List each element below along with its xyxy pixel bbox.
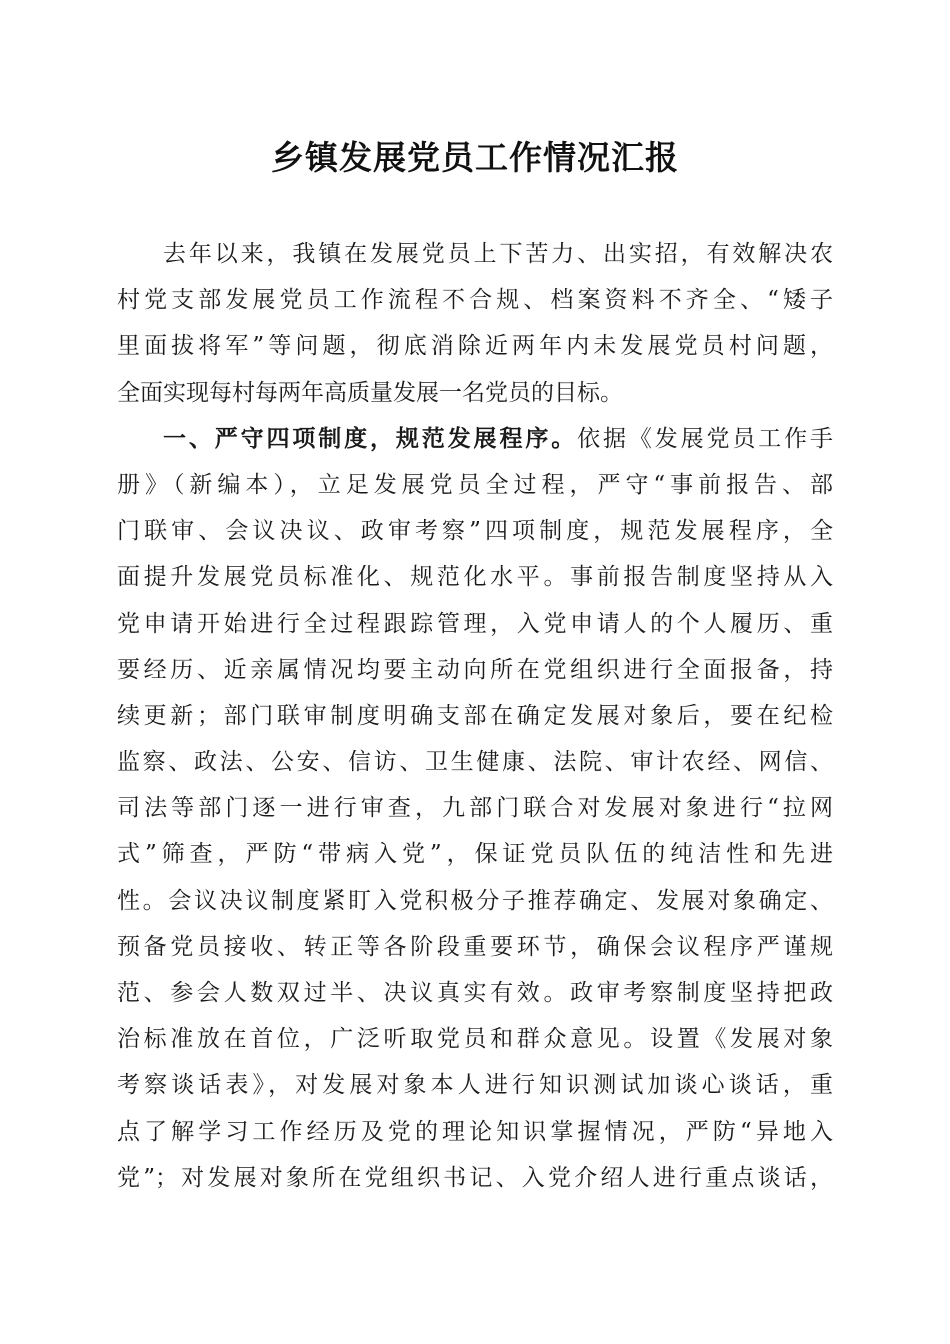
paragraph-line: 里面拔将军”等问题，彻底消除近两年内未发展党员村问题， [117, 333, 833, 360]
paragraph-line: 点了解学习工作经历及党的理论知识掌握情况，严防“异地入 [117, 1118, 833, 1145]
paragraph-line: 治标准放在首位，广泛听取党员和群众意见。设置《发展对象 [117, 1026, 833, 1053]
section-first-line-text: 依据《发展党员工作手 [577, 425, 834, 452]
section-heading: 一、严守四项制度，规范发展程序。 [163, 424, 578, 452]
paragraph-line: 去年以来，我镇在发展党员上下苦力、出实招，有效解决农 [163, 241, 833, 267]
paragraph-line: 司法等部门逐一进行审查，九部门联合对发展对象进行“拉网 [117, 795, 833, 822]
paragraph-line: 预备党员接收、转正等各阶段重要环节，确保会议程序严谨规 [117, 933, 833, 960]
document-title: 乡镇发展党员工作情况汇报 [271, 138, 679, 177]
paragraph-line: 考察谈话表》，对发展对象本人进行知识测试加谈心谈话，重 [117, 1072, 833, 1099]
paragraph-line: 党”；对发展对象所在党组织书记、入党介绍人进行重点谈话， [117, 1164, 833, 1191]
paragraph-line: 式”筛查，严防“带病入党”，保证党员队伍的纯洁性和先进 [117, 841, 833, 868]
paragraph-line: 性。会议决议制度紧盯入党积极分子推荐确定、发展对象确定、 [117, 887, 833, 914]
paragraph-line: 面提升发展党员标准化、规范化水平。事前报告制度坚持从入 [117, 564, 833, 591]
paragraph-line: 党申请开始进行全过程跟踪管理，入党申请人的个人履历、重 [117, 610, 833, 637]
paragraph-line: 全面实现每村每两年高质量发展一名党员的目标。 [117, 379, 623, 406]
paragraph-line: 范、参会人数双过半、决议真实有效。政审考察制度坚持把政 [117, 980, 833, 1006]
paragraph-line: 监察、政法、公安、信访、卫生健康、法院、审计农经、网信、 [117, 749, 833, 776]
paragraph-line: 续更新；部门联审制度明确支部在确定发展对象后，要在纪检 [117, 702, 833, 729]
document-body [117, 231, 833, 1201]
paragraph-line: 村党支部发展党员工作流程不合规、档案资料不齐全、“矮子 [117, 287, 833, 314]
paragraph-line: 要经历、近亲属情况均要主动向所在党组织进行全面报备，持 [117, 656, 833, 683]
paragraph-line: 册》（新编本），立足发展党员全过程，严守“事前报告、部 [117, 471, 833, 498]
paragraph-line: 门联审、会议决议、政审考察”四项制度，规范发展程序，全 [117, 518, 833, 545]
section-first-line [117, 416, 833, 462]
